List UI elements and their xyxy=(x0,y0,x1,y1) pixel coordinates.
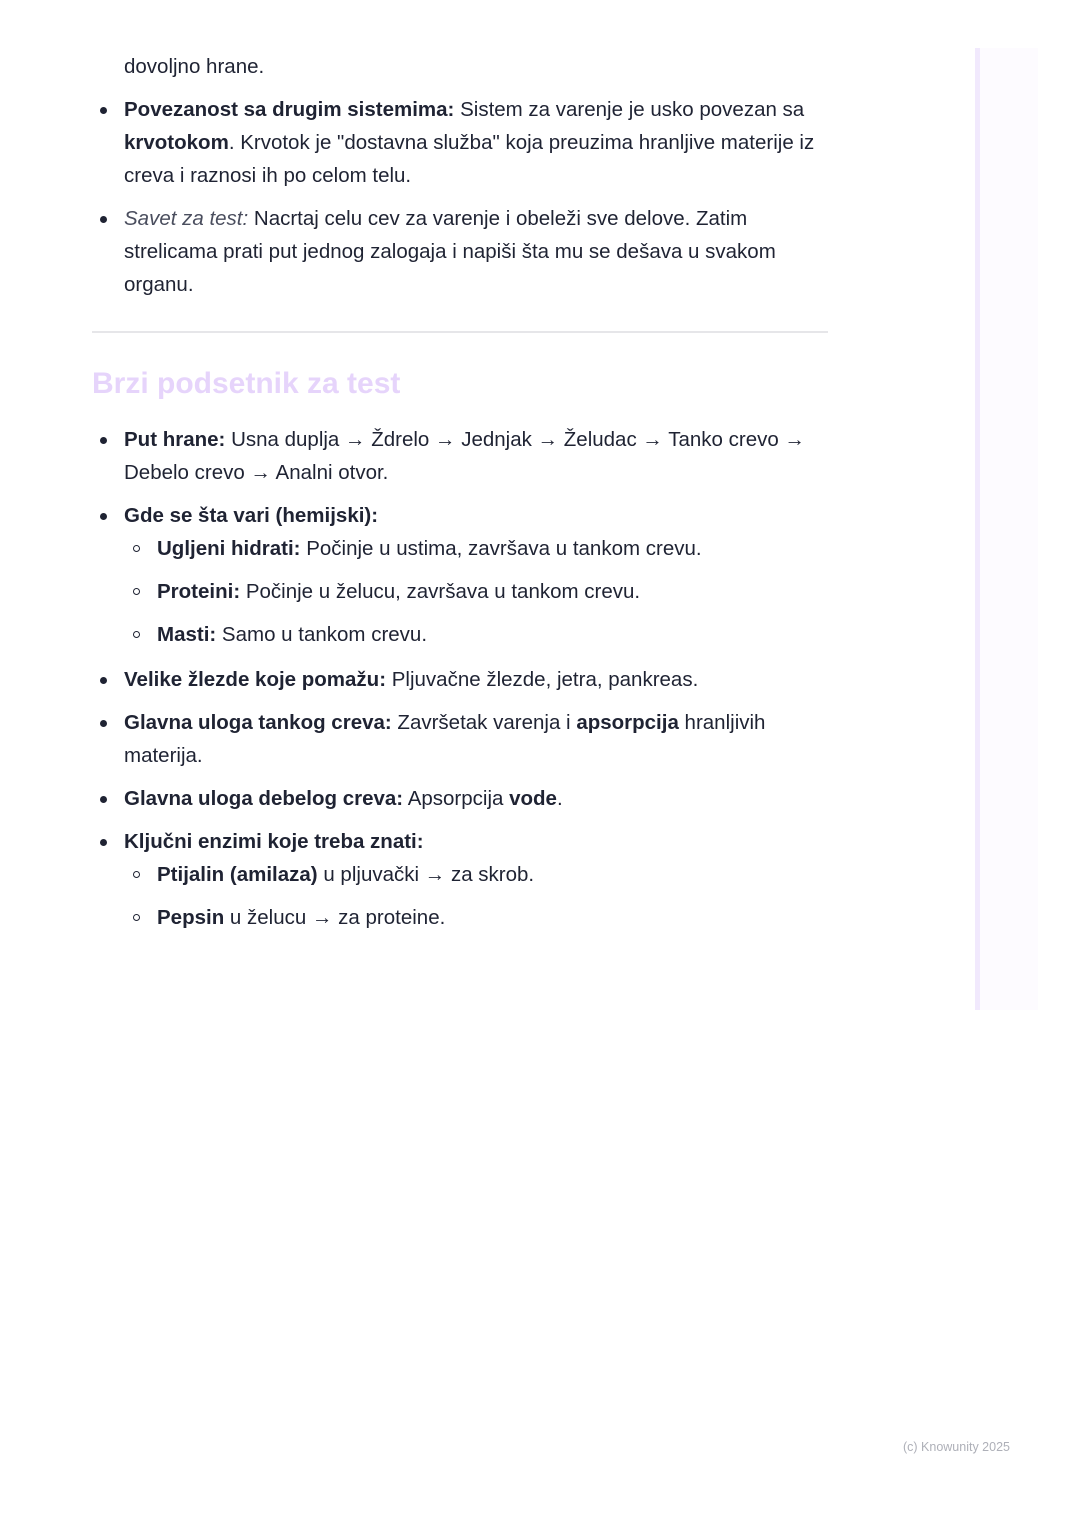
sub-list-item: Masti: Samo u tankom crevu. xyxy=(124,618,832,651)
list-item: Glavna uloga debelog creva: Apsorpcija vode. xyxy=(92,782,832,815)
continuation-text: dovoljno hrane. xyxy=(124,55,265,78)
section-divider xyxy=(92,331,828,333)
list-item: Put hrane: Usna duplja → Ždrelo → Jednjak → Želudac → Tanko crevo → Debelo crevo → Analni otvor. xyxy=(92,423,832,489)
sub-list-item: Ptijalin (amilaza) u pljuvački → za skrob. xyxy=(124,858,832,891)
summary-list xyxy=(92,423,832,934)
tip-label: Savet za test: xyxy=(124,207,249,230)
sub-list-item: Proteini: Počinje u želucu, završava u tankom crevu. xyxy=(124,575,832,608)
item-label: Povezanost sa drugim sistemima: xyxy=(124,98,455,121)
list-item: Povezanost sa drugim sistemima: Sistem za varenje je usko povezan sa krvotokom. Krvotok je "dostavna služba" koja preuzima hranljive materije iz creva i raznosi ih po celom telu. xyxy=(92,93,832,192)
section-heading: Brzi podsetnik za test xyxy=(92,367,401,400)
sub-list xyxy=(124,858,832,934)
list-item: Savet za test: Nacrtaj celu cev za varenje i obeleži sve delove. Zatim strelicama prati put jednog zalogaja i napiši šta mu se dešava u svakom organu. xyxy=(92,202,832,301)
list-item: Glavna uloga tankog creva: Završetak varenja i apsorpcija hranljivih materija. xyxy=(92,706,832,772)
list-item: Gde se šta vari (hemijski): Ugljeni hidrati: Počinje u ustima, završava u tankom crevu. Proteini: Počinje u želucu, završava u tankom crevu. Masti: Samo u tankom crevu. xyxy=(92,499,832,651)
list-item: Ključni enzimi koje treba znati: Ptijalin (amilaza) u pljuvački → za skrob. Pepsin u želucu → za proteine. xyxy=(92,825,832,934)
intro-list xyxy=(92,93,832,301)
side-panel xyxy=(975,48,1038,1010)
sub-list-item: Ugljeni hidrati: Počinje u ustima, završava u tankom crevu. xyxy=(124,532,832,565)
document-content xyxy=(92,50,832,946)
copyright-footer: (c) Knowunity 2025 xyxy=(902,1440,1010,1454)
list-item: Velike žlezde koje pomažu: Pljuvačne žlezde, jetra, pankreas. xyxy=(92,663,832,696)
sub-list-item: Pepsin u želucu → za proteine. xyxy=(124,901,832,934)
sub-list xyxy=(124,532,832,651)
